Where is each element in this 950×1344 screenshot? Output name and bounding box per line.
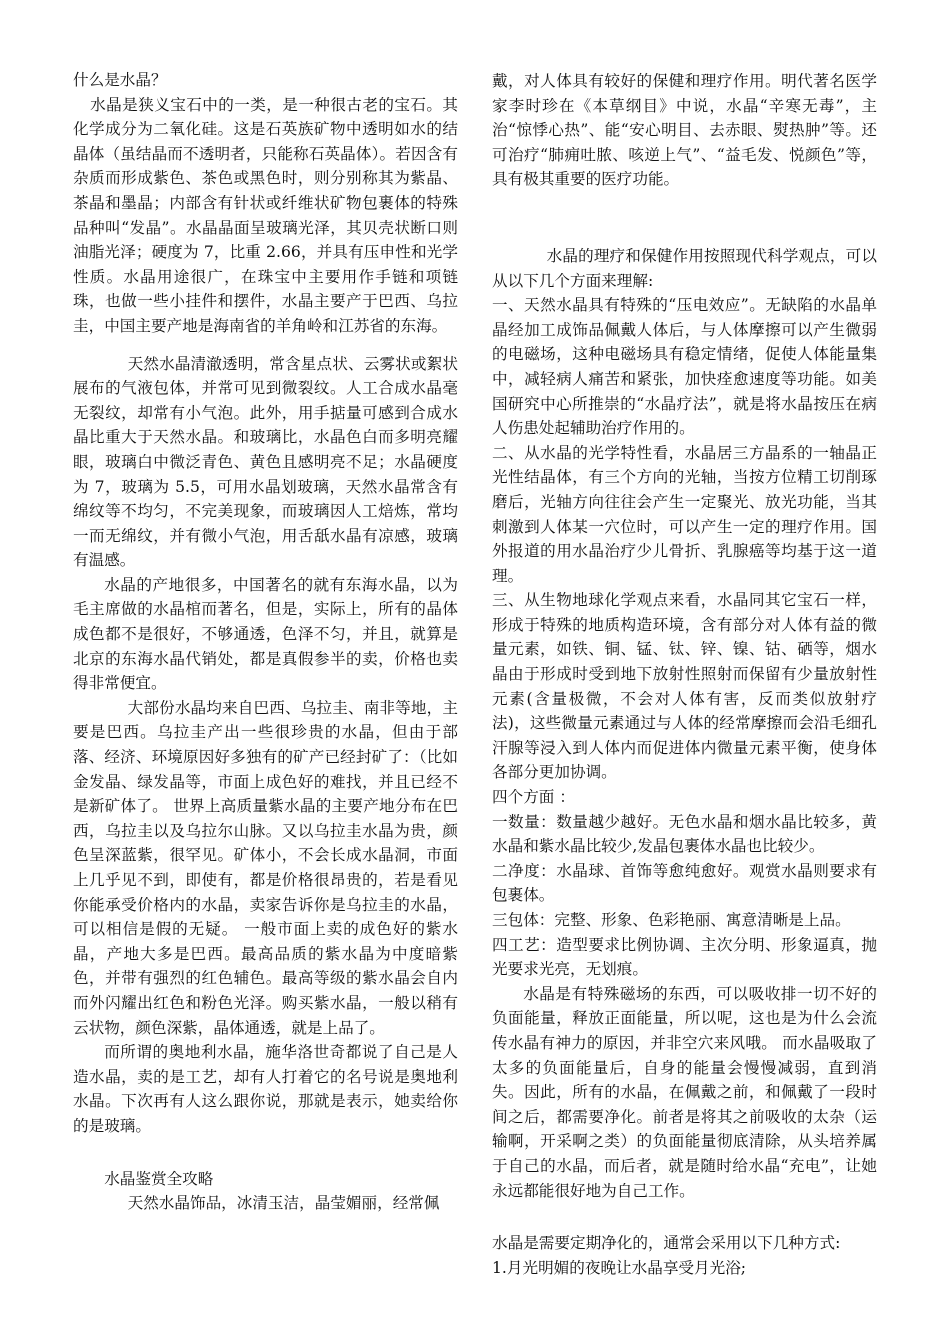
- paragraph: 水晶的产地很多，中国著名的就有东海水晶，以为毛主席做的水晶棺而著名，但是，实际上，所有的晶体成色都不是很好，不够通透，色泽不匀，并且，就算是北京的东海水晶代销处，都是真假参半的卖，价格也卖得非常便宜。: [73, 575, 458, 693]
- list-item: 二净度：水晶球、首饰等愈纯愈好。观赏水晶则要求有包裹体。: [492, 861, 877, 905]
- paragraph: 而所谓的奥地利水晶，施华洛世奇都说了自己是人造水晶，卖的是工艺，却有人打着它的名号说是奥地利水晶。下次再有人这么跟你说，那就是表示，她卖给你的是玻璃。: [73, 1043, 458, 1135]
- left-column: [73, 68, 458, 1216]
- section-title: 什么是水晶？: [73, 71, 167, 89]
- paragraph: 二、从水晶的光学特性看，水晶居三方晶系的一轴晶正光性结晶体，有三个方向的光轴，当按方位精工切削琢磨后，光轴方向往往会产生一定聚光、放光功能，当其刺激到人体某一穴位时，可以产生一定的理疗作用。国外报道的用水晶治疗少儿骨折、乳腺癌等均基于这一道理。: [492, 443, 877, 585]
- list-item: 四工艺：造型要求比例协调、主次分明、形象逼真，抛光要求光亮，无划痕。: [492, 935, 877, 979]
- paragraph: 水晶是需要定期净化的，通常会采用以下几种方式:: [492, 1234, 841, 1253]
- paragraph: 大部份水晶均来自巴西、乌拉圭、南非等地，主要是巴西。乌拉圭产出一些很珍贵的水晶，但由于部落、经济、环境原因好多独有的矿产已经封矿了：（比如金发晶、绿发晶等，市面上成色好的难找，并且已经不是新矿体了。 世界上高质量紫水晶的主要产地分布在巴西，乌拉圭以及乌拉尔山脉。又以乌拉圭水晶为贵，颜色呈深蓝紫，很罕见。矿体小，不会长成水晶洞，市面上几乎见不到，即使有，都是价格很昂贵的，若是看见你能承受价格内的水晶，卖家告诉你是乌拉圭的水晶，可以相信是假的无疑。 一般市面上卖的成色好的紫水晶，产地大多是巴西。最高品质的紫水晶为中度暗紫色，并带有强烈的红色辅色。最高等级的紫水晶会自内而外闪耀出红色和粉色光泽。购买紫水晶，一般以稍有云状物，颜色深紫，晶体通透，就是上品了。: [73, 698, 458, 1037]
- subsection-title: 水晶鉴赏全攻略: [104, 1169, 214, 1188]
- paragraph: 水晶的理疗和保健作用按照现代科学观点，可以从以下几个方面来理解:: [492, 246, 877, 290]
- paragraph: 四个方面 ：: [492, 788, 575, 807]
- paragraph: 戴，对人体具有较好的保健和理疗作用。明代著名医学家李时珍在《本草纲目》中说，水晶“辛寒无毒”，主治“惊悸心热”、能“安心明目、去赤眼、熨热肿”等。还可治疗“肺痈吐脓、咳逆上气”、“益毛发、悦颜色”等，具有极其重要的医疗功能。: [492, 72, 877, 189]
- list-item: 一数量：数量越少越好。无色水晶和烟水晶比较多，黄水晶和紫水晶比较少,发晶包裹体水晶也比较少。: [492, 812, 877, 856]
- paragraph: 一、天然水晶具有特殊的“压电效应”。无缺陷的水晶单晶经加工成饰品佩戴人体后，与人体摩擦可以产生微弱的电磁场，这种电磁场具有稳定情绪，促使人体能量集中，减轻病人痛苦和紧张，加快痊愈速度等功能。如美国研究中心所推崇的“水晶疗法”，就是将水晶按压在病人伤患处起辅助治疗作用的。: [492, 296, 877, 438]
- paragraph: 天然水晶饰品，冰清玉洁，晶莹媚丽，经常佩: [127, 1194, 440, 1213]
- list-item: 三包体：完整、形象、色彩艳丽、寓意清晰是上品。: [492, 911, 851, 929]
- paragraph: 水晶是狭义宝石中的一类，是一种很古老的宝石。其化学成分为二氧化硅。这是石英族矿物中透明如水的结晶体（虽结晶而不透明者，只能称石英晶体）。若因含有杂质而形成紫色、茶色或黑色时，则分别称其为紫晶、茶晶和墨晶；内部含有针状或纤维状矿物包裹体的特殊品种叫“发晶”。水晶晶面呈玻璃光泽，其贝壳状断口则油脂光泽；硬度为 7，比重 2.66，并具有压申性和光学性质。水晶用途很广，在珠宝中主要用作手链和项链珠，也做一些小挂件和摆件，水晶主要产于巴西、乌拉圭，中国主要产地是海南省的羊角岭和江苏省的东海。: [73, 95, 458, 335]
- list-item: 1.月光明媚的夜晚让水晶享受月光浴;: [492, 1258, 747, 1277]
- right-column: [492, 69, 877, 1280]
- paragraph: 水晶是有特殊磁场的东西，可以吸收排一切不好的负面能量，释放正面能量，所以呢，这也是为什么会流传水晶有神力的原因，并非空穴来风哦。 而水晶吸取了太多的负面能量后，自身的能量会慢慢减弱，直到消失。因此，所有的水晶，在佩戴之前，和佩戴了一段时间之后，都需要净化。前者是将其之前吸收的太杂（运输啊，开采啊之类）的负面能量彻底清除，从头培养属于自己的水晶，而后者，就是随时给水晶“充电”，让她永远都能很好地为自己工作。: [492, 984, 877, 1200]
- paragraph: 天然水晶清澈透明，常含星点状、云雾状或絮状展布的气液包体，并常可见到微裂纹。人工合成水晶毫无裂纹，却常有小气泡。此外，用手掂量可感到合成水晶比重大于天然水晶。和玻璃比，水晶色白而多明亮耀眼，玻璃白中微泛青色、黄色且感明亮不足；水晶硬度为 7，玻璃为 5.5，可用水晶划玻璃，天然水晶常含有绵纹等不均匀，不完美现象，而玻璃因人工焙炼，常均一而无绵纹，并有微小气泡，用舌舐水晶有凉感，玻璃有温感。: [73, 354, 458, 570]
- paragraph: 三、从生物地球化学观点来看，水晶同其它宝石一样，形成于特殊的地质构造环境，含有部分对人体有益的微量元素，如铁、铜、锰、钛、锌、镍、钴、硒等，烟水晶由于形成时受到地下放射性照射而保留有少量放射性元素(含量极微，不会对人体有害，反而类似放射疗法)，这些微量元素通过与人体的经常摩擦而会沿毛细孔汗腺等浸入到人体内而促进体内微量元素平衡，使身体各部分更加协调。: [492, 591, 877, 782]
